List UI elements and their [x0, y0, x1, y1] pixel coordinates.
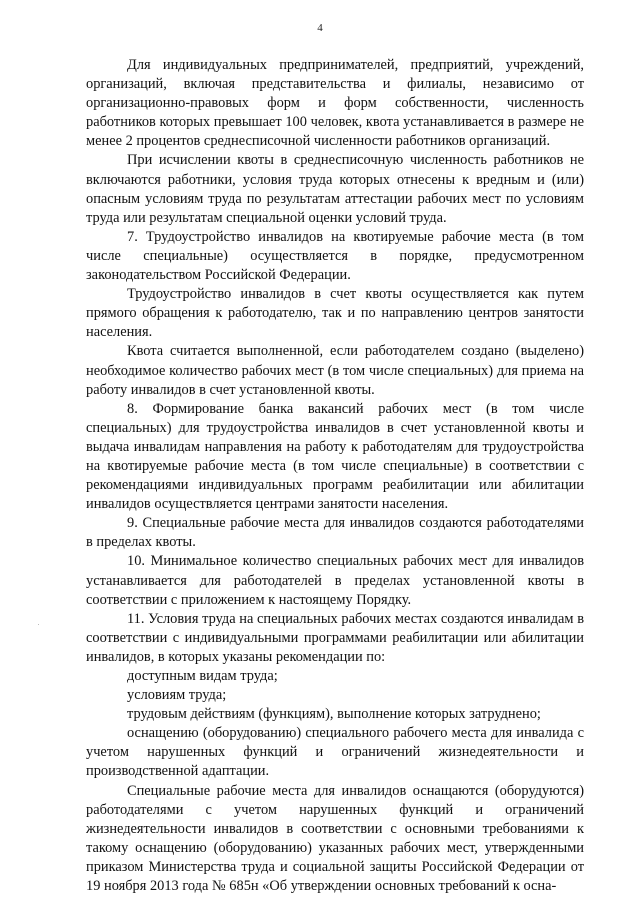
paragraph-quota-fulfilled: Квота считается выполненной, если работодателем создано (выделено) необходимое количество рабочих мест (в том числе специальных) для приема на работу инвалидов в счет установленной квоты.	[86, 343, 584, 398]
paragraph-item-11: 11. Условия труда на специальных рабочих местах создаются инвалидам в соответствии с индивидуальными программами реабилитации или абилитации инвалидов, в которых указаны рекомендации по:	[86, 610, 584, 665]
list-item-work-conditions: условиям труда;	[127, 687, 227, 704]
list-item-workplace-equipment: оснащению (оборудованию) специального рабочего места для инвалида с учетом нарушенных функций и ограничений жизнедеятельности и производственной адаптации.	[86, 725, 584, 780]
page-number: 4	[317, 22, 323, 34]
paragraph-item-10: 10. Минимальное количество специальных рабочих мест для инвалидов устанавливается для работодателей в пределах установленной квоты в соответствии с приложением к настоящему Порядку.	[86, 553, 584, 608]
paragraph-workplace-equipping: Специальные рабочие места для инвалидов оснащаются (оборудуются) работодателями с учетом нарушенных функций и ограничений жизнедеятельности инвалидов в соответствии с основными требованиями к такому оснащению (оборудованию) указанных рабочих мест, утвержденными приказом Министерства труда и социальной защиты Российской Федерации от 19 ноября 2013 года № 685н «Об утверждении основных требований к осна-	[86, 782, 584, 895]
paragraph-item-7: 7. Трудоустройство инвалидов на квотируемые рабочие места (в том числе специальные) осуществляется в порядке, предусмотренном законодательством Российской Федерации.	[86, 228, 584, 284]
paragraph-item-8: 8. Формирование банка вакансий рабочих мест (в том числе специальных) для трудоустройства инвалидов в счет установленной квоты и выдача инвалидам направления на работу к работодателям для трудоустройства на квотируемые рабочие места (в том числе специальные) в соответствии с рекомендациями индивидуальных программ реабилитации или абилитации инвалидов осуществляется центрами занятости населения.	[86, 400, 584, 513]
margin-speck	[38, 624, 39, 625]
list-item-labor-actions: трудовым действиям (функциям), выполнение которых затруднено;	[127, 706, 541, 723]
paragraph-quota-calculation: При исчислении квоты в среднесписочную численность работников не включаются работники, условия труда которых отнесены к вредным и (или) опасным условиям труда по результатам аттестации рабочих мест по условиям труда или результатам специальной оценки условий труда.	[86, 152, 584, 226]
paragraph-employment-quota: Трудоустройство инвалидов в счет квоты осуществляется как путем прямого обращения к работодателю, так и по направлению центров занятости населения.	[86, 286, 584, 341]
paragraph-quota-size: Для индивидуальных предпринимателей, предприятий, учреждений, организаций, включая представительства и филиалы, независимо от организационно-правовых форм и форм собственности, численность работников которых превышает 100 человек, квота устанавливается в размере не менее 2 процентов среднесписочной численности работников организаций.	[86, 57, 584, 150]
document-body	[86, 56, 584, 896]
paragraph-item-9: 9. Специальные рабочие места для инвалидов создаются работодателями в пределах квоты.	[86, 515, 584, 551]
list-item-work-types: доступным видам труда;	[127, 668, 278, 684]
